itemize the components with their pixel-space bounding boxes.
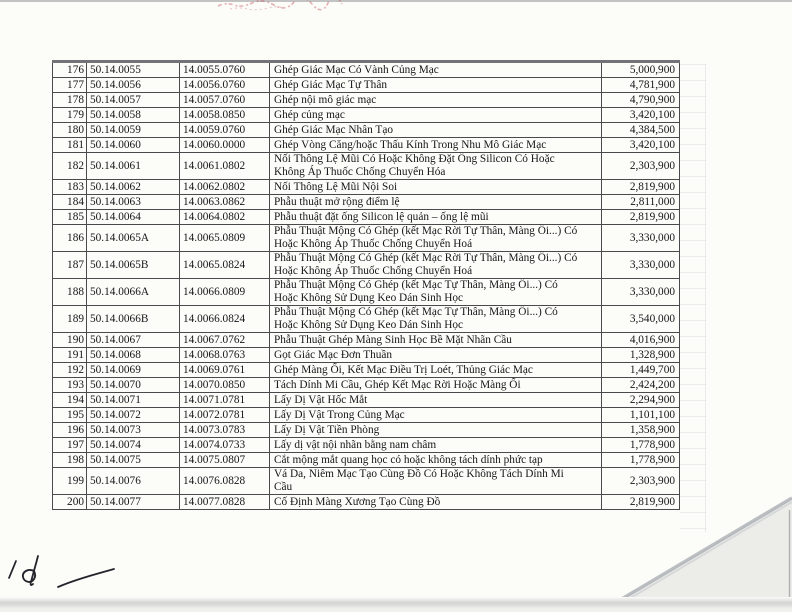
- price-cell: 2,294,900: [602, 393, 680, 408]
- scan-bottom-shadow-strip: [0, 597, 792, 612]
- price-cell: 3,420,100: [602, 138, 680, 153]
- row-number-cell: 186: [53, 225, 87, 252]
- table-row: [53, 138, 680, 153]
- service-name-cell: Tách Dính Mi Cầu, Ghép Kết Mạc Rời Hoặc Màng Ối: [270, 378, 602, 393]
- service-price-table: [52, 60, 680, 510]
- equivalent-code-cell: 14.0061.0802: [180, 153, 270, 180]
- service-code-cell: 50.14.0061: [87, 153, 180, 180]
- service-name-cell: Lấy Dị Vật Trong Củng Mạc: [270, 408, 602, 423]
- service-code-cell: 50.14.0062: [87, 180, 180, 195]
- service-code-cell: 50.14.0075: [87, 453, 180, 468]
- service-name-cell: Ghép Màng Ối, Kết Mạc Điều Trị Loét, Thủng Giác Mạc: [270, 363, 602, 378]
- service-name-cell: Phẫu thuật mở rộng điểm lệ: [270, 195, 602, 210]
- row-number-cell: 197: [53, 438, 87, 453]
- table-row: [53, 438, 680, 453]
- row-number-cell: 200: [53, 495, 87, 510]
- row-number-cell: 193: [53, 378, 87, 393]
- row-number-cell: 187: [53, 252, 87, 279]
- equivalent-code-cell: 14.0075.0807: [180, 453, 270, 468]
- price-cell: 2,819,900: [602, 210, 680, 225]
- equivalent-code-cell: 14.0076.0828: [180, 468, 270, 495]
- table-row: [53, 108, 680, 123]
- equivalent-code-cell: 14.0072.0781: [180, 408, 270, 423]
- equivalent-code-cell: 14.0055.0760: [180, 62, 270, 78]
- row-number-cell: 179: [53, 108, 87, 123]
- service-code-cell: 50.14.0076: [87, 468, 180, 495]
- service-code-cell: 50.14.0056: [87, 78, 180, 93]
- service-name-cell: Lấy Dị Vật Hốc Mắt: [270, 393, 602, 408]
- service-name-cell: Phẫu Thuật Mộng Có Ghép (kết Mạc Tự Thân, Màng Ối...) Có Hoặc Không Sử Dụng Keo Dán Sinh Học: [270, 306, 602, 333]
- red-ink-bleed-marks: [190, 0, 390, 12]
- equivalent-code-cell: 14.0056.0760: [180, 78, 270, 93]
- price-cell: 4,790,900: [602, 93, 680, 108]
- service-code-cell: 50.14.0064: [87, 210, 180, 225]
- handwritten-initials-mark: [0, 548, 135, 603]
- page-corner-fold: [600, 490, 792, 612]
- service-code-cell: 50.14.0059: [87, 123, 180, 138]
- equivalent-code-cell: 14.0060.0000: [180, 138, 270, 153]
- service-name-cell: Gọt Giác Mạc Đơn Thuần: [270, 348, 602, 363]
- row-number-cell: 181: [53, 138, 87, 153]
- table-row: [53, 62, 680, 78]
- service-code-cell: 50.14.0072: [87, 408, 180, 423]
- service-name-cell: Cố Định Màng Xương Tạo Cùng Đồ: [270, 495, 602, 510]
- service-name-cell: Phẫu thuật đặt ống Silicon lệ quản – ống lệ mũi: [270, 210, 602, 225]
- price-cell: 3,330,000: [602, 252, 680, 279]
- service-name-cell: Nối Thông Lệ Mũi Nội Soi: [270, 180, 602, 195]
- table-row: [53, 123, 680, 138]
- row-number-cell: 180: [53, 123, 87, 138]
- row-number-cell: 178: [53, 93, 87, 108]
- service-name-cell: Phẫu Thuật Mộng Có Ghép (kết Mạc Tự Thân, Màng Ối...) Có Hoặc Không Sử Dụng Keo Dán Sinh Học: [270, 279, 602, 306]
- service-code-cell: 50.14.0071: [87, 393, 180, 408]
- service-code-cell: 50.14.0067: [87, 333, 180, 348]
- service-code-cell: 50.14.0070: [87, 378, 180, 393]
- equivalent-code-cell: 14.0066.0824: [180, 306, 270, 333]
- service-code-cell: 50.14.0068: [87, 348, 180, 363]
- table-row: [53, 468, 680, 495]
- equivalent-code-cell: 14.0065.0809: [180, 225, 270, 252]
- service-code-cell: 50.14.0065B: [87, 252, 180, 279]
- price-cell: 5,000,900: [602, 62, 680, 78]
- service-code-cell: 50.14.0066A: [87, 279, 180, 306]
- row-number-cell: 189: [53, 306, 87, 333]
- equivalent-code-cell: 14.0067.0762: [180, 333, 270, 348]
- equivalent-code-cell: 14.0071.0781: [180, 393, 270, 408]
- price-cell: 2,819,900: [602, 495, 680, 510]
- service-name-cell: Ghép củng mạc: [270, 108, 602, 123]
- price-cell: 1,358,900: [602, 423, 680, 438]
- table-row: [53, 252, 680, 279]
- table-row: [53, 408, 680, 423]
- scan-top-edge-line: [0, 0, 792, 2]
- equivalent-code-cell: 14.0065.0824: [180, 252, 270, 279]
- equivalent-code-cell: 14.0062.0802: [180, 180, 270, 195]
- equivalent-code-cell: 14.0064.0802: [180, 210, 270, 225]
- table-row: [53, 378, 680, 393]
- price-cell: 2,303,900: [602, 468, 680, 495]
- service-name-cell: Vá Da, Niêm Mạc Tạo Cùng Đồ Có Hoặc Không Tách Dính Mi Cầu: [270, 468, 602, 495]
- price-cell: 1,778,900: [602, 438, 680, 453]
- equivalent-code-cell: 14.0073.0783: [180, 423, 270, 438]
- price-cell: 2,303,900: [602, 153, 680, 180]
- price-cell: 2,811,000: [602, 195, 680, 210]
- price-cell: 1,328,900: [602, 348, 680, 363]
- row-number-cell: 199: [53, 468, 87, 495]
- service-code-cell: 50.14.0066B: [87, 306, 180, 333]
- service-code-cell: 50.14.0063: [87, 195, 180, 210]
- service-code-cell: 50.14.0060: [87, 138, 180, 153]
- service-name-cell: Ghép Vòng Căng/hoặc Thấu Kính Trong Nhu Mô Giác Mạc: [270, 138, 602, 153]
- service-name-cell: Phẫu Thuật Ghép Màng Sinh Học Bề Mặt Nhãn Cầu: [270, 333, 602, 348]
- row-number-cell: 198: [53, 453, 87, 468]
- service-code-cell: 50.14.0065A: [87, 225, 180, 252]
- service-code-cell: 50.14.0073: [87, 423, 180, 438]
- price-cell: 1,449,700: [602, 363, 680, 378]
- price-cell: 1,778,900: [602, 453, 680, 468]
- service-code-cell: 50.14.0069: [87, 363, 180, 378]
- equivalent-code-cell: 14.0070.0850: [180, 378, 270, 393]
- price-cell: 2,424,200: [602, 378, 680, 393]
- row-number-cell: 176: [53, 62, 87, 78]
- table-row: [53, 93, 680, 108]
- table-row: [53, 78, 680, 93]
- row-number-cell: 190: [53, 333, 87, 348]
- table-row: [53, 423, 680, 438]
- service-name-cell: Phẫu Thuật Mộng Có Ghép (kết Mạc Rời Tự Thân, Màng Ối...) Có Hoặc Không Áp Thuốc Chống Chuyển Hoá: [270, 252, 602, 279]
- service-code-cell: 50.14.0058: [87, 108, 180, 123]
- equivalent-code-cell: 14.0074.0733: [180, 438, 270, 453]
- table-row: [53, 195, 680, 210]
- service-name-cell: Ghép nội mô giác mạc: [270, 93, 602, 108]
- row-number-cell: 196: [53, 423, 87, 438]
- price-cell: 4,384,500: [602, 123, 680, 138]
- table-row: [53, 348, 680, 363]
- price-cell: 3,540,000: [602, 306, 680, 333]
- service-name-cell: Cắt mộng mắt quang học có hoặc không tách dính phức tạp: [270, 453, 602, 468]
- table-row: [53, 363, 680, 378]
- equivalent-code-cell: 14.0058.0850: [180, 108, 270, 123]
- equivalent-code-cell: 14.0077.0828: [180, 495, 270, 510]
- bleedthrough-ghost-grid: [680, 64, 706, 532]
- equivalent-code-cell: 14.0057.0760: [180, 93, 270, 108]
- table-row: [53, 153, 680, 180]
- table-row: [53, 495, 680, 510]
- row-number-cell: 177: [53, 78, 87, 93]
- table-row: [53, 393, 680, 408]
- equivalent-code-cell: 14.0069.0761: [180, 363, 270, 378]
- row-number-cell: 182: [53, 153, 87, 180]
- row-number-cell: 183: [53, 180, 87, 195]
- table-row: [53, 225, 680, 252]
- service-code-cell: 50.14.0057: [87, 93, 180, 108]
- service-name-cell: Ghép Giác Mạc Nhân Tạo: [270, 123, 602, 138]
- row-number-cell: 192: [53, 363, 87, 378]
- price-cell: 3,330,000: [602, 225, 680, 252]
- service-code-cell: 50.14.0055: [87, 62, 180, 78]
- equivalent-code-cell: 14.0066.0809: [180, 279, 270, 306]
- table-row: [53, 306, 680, 333]
- service-name-cell: Ghép Giác Mạc Có Vành Củng Mạc: [270, 62, 602, 78]
- equivalent-code-cell: 14.0059.0760: [180, 123, 270, 138]
- price-cell: 4,016,900: [602, 333, 680, 348]
- table-row: [53, 210, 680, 225]
- price-cell: 4,781,900: [602, 78, 680, 93]
- table-row: [53, 279, 680, 306]
- row-number-cell: 191: [53, 348, 87, 363]
- service-name-cell: Lấy Dị Vật Tiền Phòng: [270, 423, 602, 438]
- service-name-cell: Lấy dị vật nội nhãn bằng nam châm: [270, 438, 602, 453]
- table-row: [53, 453, 680, 468]
- price-cell: 3,330,000: [602, 279, 680, 306]
- row-number-cell: 195: [53, 408, 87, 423]
- row-number-cell: 194: [53, 393, 87, 408]
- price-cell: 1,101,100: [602, 408, 680, 423]
- equivalent-code-cell: 14.0068.0763: [180, 348, 270, 363]
- price-cell: 2,819,900: [602, 180, 680, 195]
- service-name-cell: Ghép Giác Mạc Tự Thân: [270, 78, 602, 93]
- equivalent-code-cell: 14.0063.0862: [180, 195, 270, 210]
- service-name-cell: Nối Thông Lệ Mũi Có Hoặc Không Đặt Ống Silicon Có Hoặc Không Áp Thuốc Chống Chuyển Hóa: [270, 153, 602, 180]
- service-code-cell: 50.14.0074: [87, 438, 180, 453]
- row-number-cell: 188: [53, 279, 87, 306]
- service-code-cell: 50.14.0077: [87, 495, 180, 510]
- service-name-cell: Phẫu Thuật Mộng Có Ghép (kết Mạc Rời Tự Thân, Màng Ối...) Có Hoặc Không Áp Thuốc Chống Chuyển Hoá: [270, 225, 602, 252]
- table-row: [53, 180, 680, 195]
- table-row: [53, 333, 680, 348]
- row-number-cell: 185: [53, 210, 87, 225]
- price-cell: 3,420,100: [602, 108, 680, 123]
- row-number-cell: 184: [53, 195, 87, 210]
